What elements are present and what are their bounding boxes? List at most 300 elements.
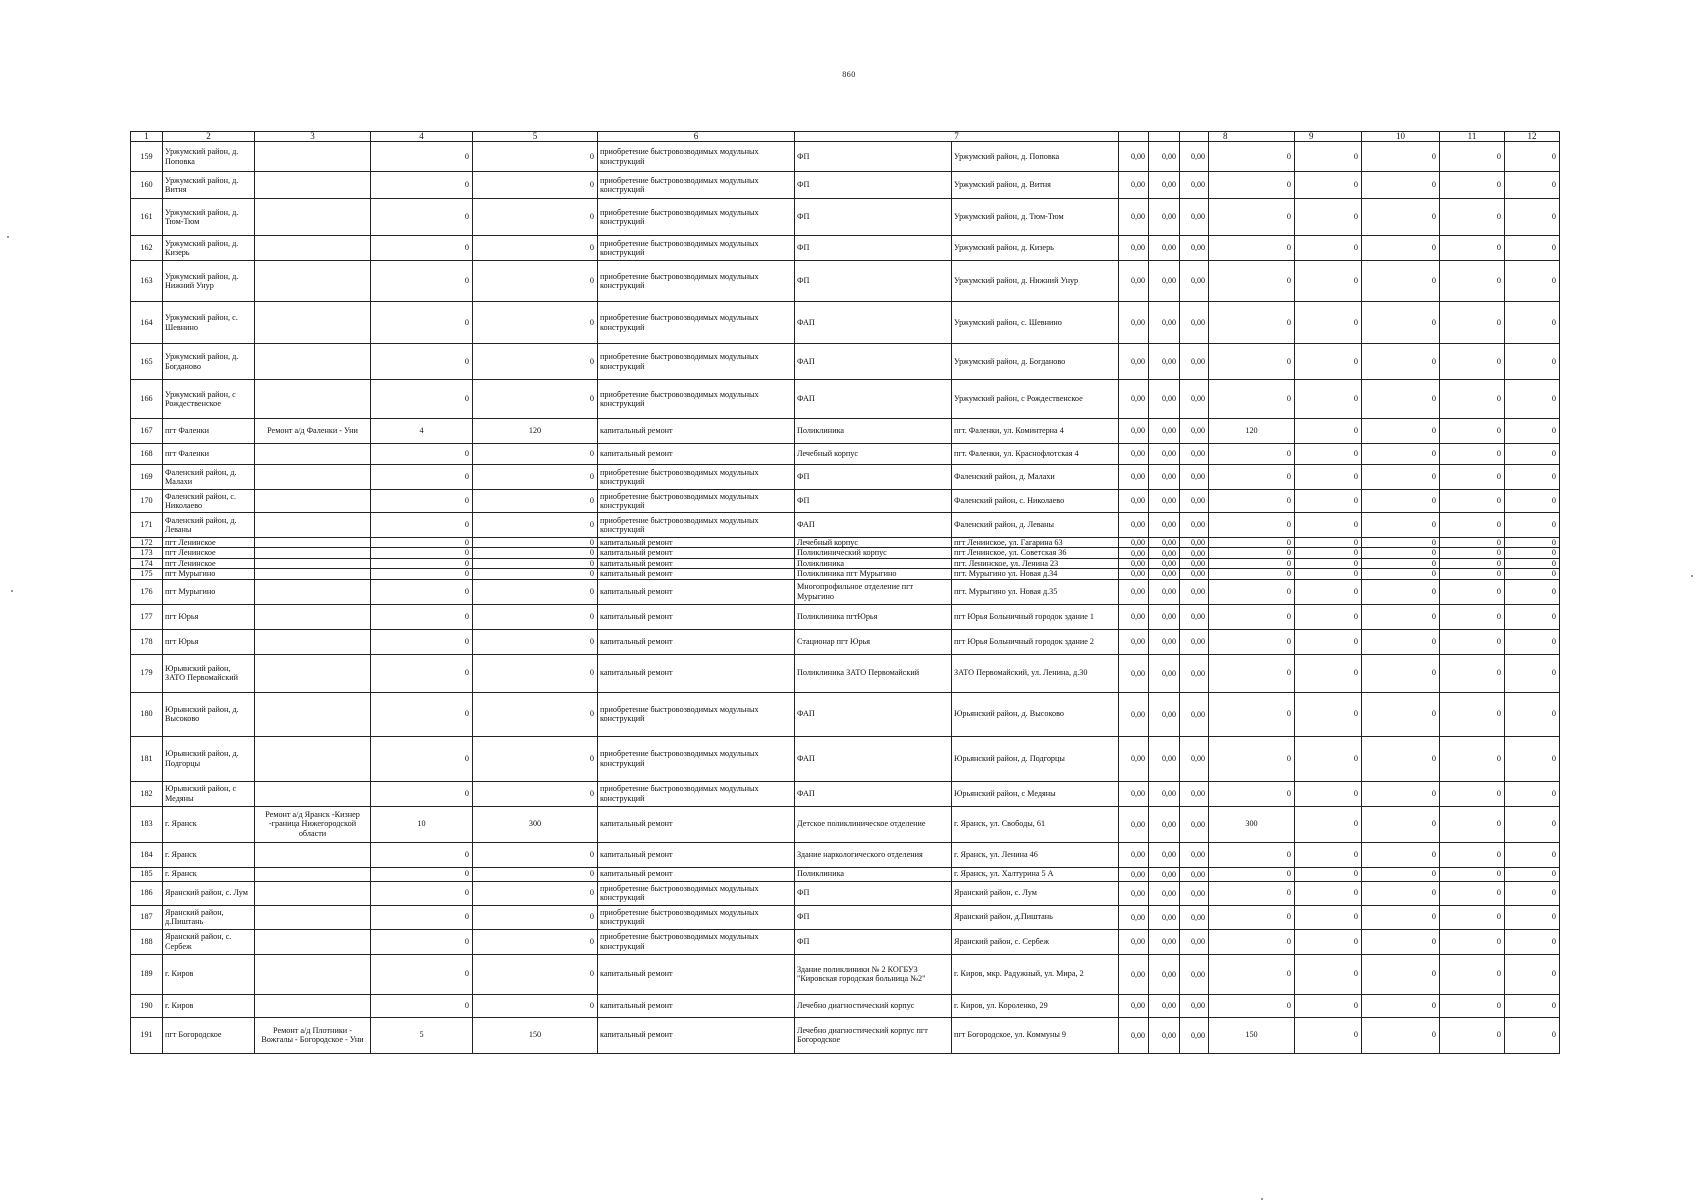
address: Яранский район, с. Сербеж xyxy=(952,929,1119,954)
location: Уржумский район, д. Витня xyxy=(163,172,255,199)
value-b: 0,00 xyxy=(1149,1017,1180,1053)
col4-value: 0 xyxy=(371,654,473,692)
col9-value: 0 xyxy=(1295,781,1362,806)
col-header-blank-b xyxy=(1149,132,1180,142)
road-work xyxy=(255,199,371,236)
work-type: капитальный ремонт xyxy=(598,604,795,629)
value-c: 0,00 xyxy=(1180,867,1209,881)
value-c: 0,00 xyxy=(1180,692,1209,736)
facility: ФАП xyxy=(795,513,952,538)
col5-value: 0 xyxy=(473,558,598,568)
col12-value: 0 xyxy=(1505,881,1560,905)
address: г. Яранск, ул. Ленина 46 xyxy=(952,842,1119,867)
col9-value: 0 xyxy=(1295,692,1362,736)
address: Уржумский район, д. Витня xyxy=(952,172,1119,199)
col5-value: 0 xyxy=(473,172,598,199)
work-type: капитальный ремонт xyxy=(598,629,795,654)
col9-value: 0 xyxy=(1295,929,1362,954)
value-c: 0,00 xyxy=(1180,236,1209,261)
work-type: приобретение быстровозводимых модульных конструкций xyxy=(598,261,795,302)
col10-value: 0 xyxy=(1362,538,1440,548)
facility: ФАП xyxy=(795,380,952,419)
road-work: Ремонт а/д Яранск -Кизнер -граница Нижегородской области xyxy=(255,806,371,842)
col10-value: 0 xyxy=(1362,199,1440,236)
table-row xyxy=(131,604,1560,629)
col11-value: 0 xyxy=(1440,781,1505,806)
col12-value: 0 xyxy=(1505,302,1560,344)
col-header-8: 8 xyxy=(1209,132,1295,142)
facility: Поликлинический корпус xyxy=(795,548,952,558)
location: Уржумский район, с. Шевнино xyxy=(163,302,255,344)
col5-value: 0 xyxy=(473,344,598,380)
value-a: 0,00 xyxy=(1119,842,1149,867)
row-number: 188 xyxy=(131,929,163,954)
col11-value: 0 xyxy=(1440,199,1505,236)
col12-value: 0 xyxy=(1505,172,1560,199)
col4-value: 0 xyxy=(371,444,473,465)
row-number: 191 xyxy=(131,1017,163,1053)
col12-value: 0 xyxy=(1505,236,1560,261)
address: Юрьянский район, д. Подгорцы xyxy=(952,736,1119,781)
col10-value: 0 xyxy=(1362,736,1440,781)
location: пгт Мурыгино xyxy=(163,569,255,579)
table-row xyxy=(131,781,1560,806)
location: Яранский район, с. Сербеж xyxy=(163,929,255,954)
road-work xyxy=(255,465,371,490)
col10-value: 0 xyxy=(1362,236,1440,261)
col-header-11: 11 xyxy=(1440,132,1505,142)
road-work xyxy=(255,236,371,261)
col9-value: 0 xyxy=(1295,548,1362,558)
row-number: 182 xyxy=(131,781,163,806)
value-b: 0,00 xyxy=(1149,692,1180,736)
row-number: 159 xyxy=(131,142,163,172)
facility: Лечебно диагностический корпус xyxy=(795,994,952,1017)
col12-value: 0 xyxy=(1505,629,1560,654)
facility: Детское поликлиническое отделение xyxy=(795,806,952,842)
address: пгт. Мурыгино ул. Новая д.35 xyxy=(952,579,1119,604)
col4-value: 0 xyxy=(371,261,473,302)
col10-value: 0 xyxy=(1362,629,1440,654)
col9-value: 0 xyxy=(1295,344,1362,380)
col10-value: 0 xyxy=(1362,558,1440,568)
table-row xyxy=(131,465,1560,490)
col9-value: 0 xyxy=(1295,558,1362,568)
col11-value: 0 xyxy=(1440,490,1505,513)
col5-value: 0 xyxy=(473,490,598,513)
col10-value: 0 xyxy=(1362,261,1440,302)
col8-value: 0 xyxy=(1209,867,1295,881)
road-work xyxy=(255,344,371,380)
col5-value: 0 xyxy=(473,142,598,172)
row-number: 184 xyxy=(131,842,163,867)
col4-value: 0 xyxy=(371,867,473,881)
location: г. Яранск xyxy=(163,806,255,842)
value-c: 0,00 xyxy=(1180,444,1209,465)
value-b: 0,00 xyxy=(1149,654,1180,692)
table-row xyxy=(131,558,1560,568)
road-work xyxy=(255,867,371,881)
row-number: 163 xyxy=(131,261,163,302)
col10-value: 0 xyxy=(1362,881,1440,905)
work-type: приобретение быстровозводимых модульных конструкций xyxy=(598,142,795,172)
col5-value: 0 xyxy=(473,842,598,867)
value-a: 0,00 xyxy=(1119,380,1149,419)
row-number: 161 xyxy=(131,199,163,236)
col4-value: 0 xyxy=(371,236,473,261)
table-row xyxy=(131,994,1560,1017)
value-b: 0,00 xyxy=(1149,905,1180,929)
col4-value: 0 xyxy=(371,905,473,929)
value-c: 0,00 xyxy=(1180,781,1209,806)
row-number: 173 xyxy=(131,548,163,558)
col5-value: 0 xyxy=(473,692,598,736)
col11-value: 0 xyxy=(1440,380,1505,419)
col5-value: 0 xyxy=(473,302,598,344)
value-a: 0,00 xyxy=(1119,579,1149,604)
col12-value: 0 xyxy=(1505,654,1560,692)
data-table xyxy=(130,131,1560,1054)
value-a: 0,00 xyxy=(1119,806,1149,842)
col11-value: 0 xyxy=(1440,929,1505,954)
col11-value: 0 xyxy=(1440,629,1505,654)
col8-value: 0 xyxy=(1209,548,1295,558)
value-b: 0,00 xyxy=(1149,490,1180,513)
col5-value: 0 xyxy=(473,905,598,929)
work-type: приобретение быстровозводимых модульных конструкций xyxy=(598,465,795,490)
table-row xyxy=(131,929,1560,954)
facility: Здание поликлиники № 2 КОГБУЗ "Кировская городская больница №2" xyxy=(795,954,952,994)
facility: ФАП xyxy=(795,302,952,344)
facility: Поликлиника ЗАТО Первомайский xyxy=(795,654,952,692)
col5-value: 0 xyxy=(473,604,598,629)
value-a: 0,00 xyxy=(1119,490,1149,513)
road-work xyxy=(255,929,371,954)
col10-value: 0 xyxy=(1362,513,1440,538)
col12-value: 0 xyxy=(1505,538,1560,548)
col11-value: 0 xyxy=(1440,444,1505,465)
col4-value: 0 xyxy=(371,579,473,604)
facility: Лечебный корпус xyxy=(795,444,952,465)
value-c: 0,00 xyxy=(1180,465,1209,490)
col4-value: 0 xyxy=(371,344,473,380)
row-number: 160 xyxy=(131,172,163,199)
table-row xyxy=(131,654,1560,692)
location: Уржумский район, д. Кизерь xyxy=(163,236,255,261)
road-work xyxy=(255,569,371,579)
facility: Поликлиника xyxy=(795,419,952,444)
col12-value: 0 xyxy=(1505,905,1560,929)
row-number: 183 xyxy=(131,806,163,842)
address: г. Киров, ул. Короленко, 29 xyxy=(952,994,1119,1017)
col8-value: 0 xyxy=(1209,842,1295,867)
value-b: 0,00 xyxy=(1149,172,1180,199)
col8-value: 0 xyxy=(1209,569,1295,579)
col5-value: 120 xyxy=(473,419,598,444)
value-a: 0,00 xyxy=(1119,199,1149,236)
facility: ФАП xyxy=(795,692,952,736)
value-b: 0,00 xyxy=(1149,806,1180,842)
road-work xyxy=(255,654,371,692)
location: Уржумский район, д. Богданово xyxy=(163,344,255,380)
col5-value: 0 xyxy=(473,736,598,781)
col4-value: 0 xyxy=(371,538,473,548)
address: пгт Ленинское, ул. Гагарина 63 xyxy=(952,538,1119,548)
facility: ФАП xyxy=(795,344,952,380)
col10-value: 0 xyxy=(1362,692,1440,736)
col11-value: 0 xyxy=(1440,654,1505,692)
location: пгт Фаленки xyxy=(163,444,255,465)
facility: ФП xyxy=(795,199,952,236)
col12-value: 0 xyxy=(1505,199,1560,236)
col11-value: 0 xyxy=(1440,867,1505,881)
address: Яранский район, д.Пиштань xyxy=(952,905,1119,929)
col4-value: 0 xyxy=(371,954,473,994)
value-c: 0,00 xyxy=(1180,954,1209,994)
col10-value: 0 xyxy=(1362,905,1440,929)
col10-value: 0 xyxy=(1362,781,1440,806)
value-b: 0,00 xyxy=(1149,867,1180,881)
col4-value: 0 xyxy=(371,380,473,419)
col8-value: 0 xyxy=(1209,199,1295,236)
value-c: 0,00 xyxy=(1180,490,1209,513)
value-a: 0,00 xyxy=(1119,881,1149,905)
location: Юрьянский район, д. Высоково xyxy=(163,692,255,736)
row-number: 172 xyxy=(131,538,163,548)
facility: Поликлиника пгтЮрья xyxy=(795,604,952,629)
col12-value: 0 xyxy=(1505,579,1560,604)
col8-value: 0 xyxy=(1209,513,1295,538)
col11-value: 0 xyxy=(1440,142,1505,172)
col5-value: 0 xyxy=(473,629,598,654)
value-b: 0,00 xyxy=(1149,344,1180,380)
col8-value: 0 xyxy=(1209,692,1295,736)
col5-value: 0 xyxy=(473,199,598,236)
value-a: 0,00 xyxy=(1119,465,1149,490)
col9-value: 0 xyxy=(1295,236,1362,261)
road-work xyxy=(255,142,371,172)
table-row xyxy=(131,380,1560,419)
row-number: 174 xyxy=(131,558,163,568)
value-a: 0,00 xyxy=(1119,994,1149,1017)
col4-value: 10 xyxy=(371,806,473,842)
col8-value: 0 xyxy=(1209,490,1295,513)
col4-value: 0 xyxy=(371,736,473,781)
col4-value: 0 xyxy=(371,929,473,954)
location: пгт Юрья xyxy=(163,629,255,654)
col8-value: 0 xyxy=(1209,261,1295,302)
work-type: приобретение быстровозводимых модульных конструкций xyxy=(598,513,795,538)
col10-value: 0 xyxy=(1362,842,1440,867)
location: Уржумский район, д. Поповка xyxy=(163,142,255,172)
work-type: приобретение быстровозводимых модульных конструкций xyxy=(598,344,795,380)
table-row xyxy=(131,444,1560,465)
col8-value: 120 xyxy=(1209,419,1295,444)
facility: Поликлиника пгт Мурыгино xyxy=(795,569,952,579)
facility: Многопрофильное отделение пгт Мурыгино xyxy=(795,579,952,604)
work-type: приобретение быстровозводимых модульных конструкций xyxy=(598,490,795,513)
address: Уржумский район, д. Тюм-Тюм xyxy=(952,199,1119,236)
road-work xyxy=(255,954,371,994)
row-number: 165 xyxy=(131,344,163,380)
table-row xyxy=(131,261,1560,302)
row-number: 164 xyxy=(131,302,163,344)
work-type: капитальный ремонт xyxy=(598,1017,795,1053)
value-b: 0,00 xyxy=(1149,236,1180,261)
address: г. Киров, мкр. Радужный, ул. Мира, 2 xyxy=(952,954,1119,994)
work-type: капитальный ремонт xyxy=(598,444,795,465)
row-number: 166 xyxy=(131,380,163,419)
col5-value: 0 xyxy=(473,380,598,419)
location: Юрьянский район, д. Подгорцы xyxy=(163,736,255,781)
col8-value: 0 xyxy=(1209,781,1295,806)
value-a: 0,00 xyxy=(1119,548,1149,558)
col11-value: 0 xyxy=(1440,905,1505,929)
col11-value: 0 xyxy=(1440,344,1505,380)
col10-value: 0 xyxy=(1362,569,1440,579)
col10-value: 0 xyxy=(1362,380,1440,419)
col9-value: 0 xyxy=(1295,172,1362,199)
col8-value: 0 xyxy=(1209,929,1295,954)
value-c: 0,00 xyxy=(1180,199,1209,236)
col12-value: 0 xyxy=(1505,604,1560,629)
col10-value: 0 xyxy=(1362,142,1440,172)
value-a: 0,00 xyxy=(1119,905,1149,929)
col10-value: 0 xyxy=(1362,654,1440,692)
col12-value: 0 xyxy=(1505,994,1560,1017)
col10-value: 0 xyxy=(1362,929,1440,954)
value-c: 0,00 xyxy=(1180,558,1209,568)
table-row xyxy=(131,548,1560,558)
col4-value: 0 xyxy=(371,781,473,806)
value-c: 0,00 xyxy=(1180,629,1209,654)
location: Фаленский район, д. Леваны xyxy=(163,513,255,538)
col12-value: 0 xyxy=(1505,569,1560,579)
value-c: 0,00 xyxy=(1180,538,1209,548)
table-row xyxy=(131,142,1560,172)
road-work xyxy=(255,444,371,465)
table-row xyxy=(131,236,1560,261)
value-b: 0,00 xyxy=(1149,954,1180,994)
col-header-4: 4 xyxy=(371,132,473,142)
page-number: 860 xyxy=(842,70,856,79)
col8-value: 0 xyxy=(1209,881,1295,905)
value-c: 0,00 xyxy=(1180,513,1209,538)
col12-value: 0 xyxy=(1505,558,1560,568)
col9-value: 0 xyxy=(1295,654,1362,692)
location: Фаленский район, д. Малахи xyxy=(163,465,255,490)
facility: ФП xyxy=(795,905,952,929)
col10-value: 0 xyxy=(1362,604,1440,629)
location: пгт Ленинское xyxy=(163,548,255,558)
col5-value: 0 xyxy=(473,465,598,490)
work-type: приобретение быстровозводимых модульных конструкций xyxy=(598,302,795,344)
value-c: 0,00 xyxy=(1180,380,1209,419)
facility: Лечебно диагностический корпус пгт Богородское xyxy=(795,1017,952,1053)
facility: ФП xyxy=(795,142,952,172)
address: пгт Юрья Больничный городок здание 1 xyxy=(952,604,1119,629)
col5-value: 0 xyxy=(473,994,598,1017)
col9-value: 0 xyxy=(1295,954,1362,994)
col12-value: 0 xyxy=(1505,736,1560,781)
table-row xyxy=(131,199,1560,236)
row-number: 168 xyxy=(131,444,163,465)
work-type: приобретение быстровозводимых модульных конструкций xyxy=(598,236,795,261)
col9-value: 0 xyxy=(1295,579,1362,604)
road-work xyxy=(255,579,371,604)
col8-value: 0 xyxy=(1209,344,1295,380)
scan-speck xyxy=(11,590,13,592)
col10-value: 0 xyxy=(1362,490,1440,513)
col4-value: 0 xyxy=(371,569,473,579)
value-a: 0,00 xyxy=(1119,954,1149,994)
location: г. Киров xyxy=(163,994,255,1017)
value-b: 0,00 xyxy=(1149,302,1180,344)
location: Уржумский район, д. Тюм-Тюм xyxy=(163,199,255,236)
row-number: 169 xyxy=(131,465,163,490)
col11-value: 0 xyxy=(1440,172,1505,199)
col11-value: 0 xyxy=(1440,579,1505,604)
value-c: 0,00 xyxy=(1180,806,1209,842)
col11-value: 0 xyxy=(1440,1017,1505,1053)
col9-value: 0 xyxy=(1295,867,1362,881)
value-c: 0,00 xyxy=(1180,569,1209,579)
value-b: 0,00 xyxy=(1149,736,1180,781)
value-c: 0,00 xyxy=(1180,261,1209,302)
col10-value: 0 xyxy=(1362,444,1440,465)
value-c: 0,00 xyxy=(1180,604,1209,629)
work-type: капитальный ремонт xyxy=(598,558,795,568)
col11-value: 0 xyxy=(1440,736,1505,781)
value-c: 0,00 xyxy=(1180,905,1209,929)
col8-value: 0 xyxy=(1209,579,1295,604)
col4-value: 0 xyxy=(371,548,473,558)
value-c: 0,00 xyxy=(1180,419,1209,444)
work-type: приобретение быстровозводимых модульных конструкций xyxy=(598,929,795,954)
value-b: 0,00 xyxy=(1149,569,1180,579)
value-b: 0,00 xyxy=(1149,881,1180,905)
value-c: 0,00 xyxy=(1180,654,1209,692)
col11-value: 0 xyxy=(1440,994,1505,1017)
work-type: приобретение быстровозводимых модульных конструкций xyxy=(598,905,795,929)
table-row xyxy=(131,806,1560,842)
col5-value: 0 xyxy=(473,513,598,538)
col11-value: 0 xyxy=(1440,261,1505,302)
address: г. Яранск, ул. Халтурина 5 А xyxy=(952,867,1119,881)
table-row xyxy=(131,569,1560,579)
row-number: 180 xyxy=(131,692,163,736)
table-row xyxy=(131,905,1560,929)
table-row xyxy=(131,629,1560,654)
location: Уржумский район, с Рождественское xyxy=(163,380,255,419)
row-number: 189 xyxy=(131,954,163,994)
col12-value: 0 xyxy=(1505,444,1560,465)
col8-value: 0 xyxy=(1209,465,1295,490)
col4-value: 0 xyxy=(371,302,473,344)
col10-value: 0 xyxy=(1362,465,1440,490)
address: Юрьянский район, с Медяны xyxy=(952,781,1119,806)
col8-value: 0 xyxy=(1209,302,1295,344)
value-c: 0,00 xyxy=(1180,142,1209,172)
facility: ФАП xyxy=(795,781,952,806)
col10-value: 0 xyxy=(1362,172,1440,199)
col11-value: 0 xyxy=(1440,604,1505,629)
col11-value: 0 xyxy=(1440,419,1505,444)
col4-value: 0 xyxy=(371,629,473,654)
table-body xyxy=(131,142,1560,1054)
col12-value: 0 xyxy=(1505,548,1560,558)
value-a: 0,00 xyxy=(1119,629,1149,654)
